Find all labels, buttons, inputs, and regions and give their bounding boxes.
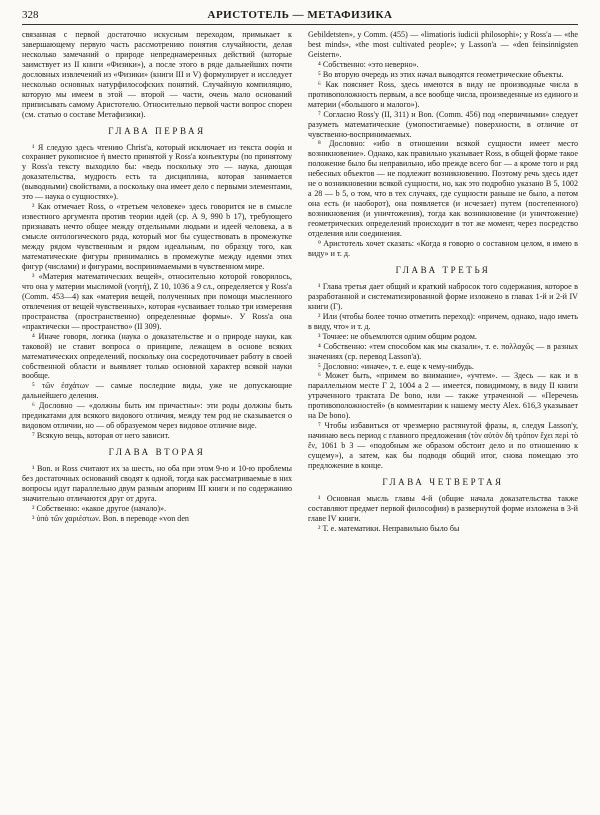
chapter-heading-second: ГЛАВА ВТОРАЯ [108, 447, 206, 458]
note-3-5: ⁵ Дословно: «иначе», т. е. еще к чему-нибудь. [318, 361, 474, 371]
note-2-4: ⁴ Собственно: «это неверно». [318, 59, 419, 69]
running-header [22, 8, 578, 25]
note-3-4: ⁴ Собственно: «тем способом как мы сказали», т. е. πολλαχῶς — в разных значениях (ср. перевод Lasson'а). [308, 341, 578, 361]
note-2-6: ⁶ Как поясняет Ross, здесь имеются в виду не производные числа в противоположность первым, а все вообще числа, произведенные из единого и материи («большого и малого»). [308, 79, 578, 109]
note-1-1: ¹ Я следую здесь чтению Christ'а, который исключает из текста σοφία и сохраняет рукописное ἡ вместо принятой у Ross'а конъектуры (по принятому у Ross'а тексту выходило бы: «ведь поскольку это — наука, дающая доказательства, мудрость есть та дисциплина, которая занимается (выводными) свойствами, а поскольку она имеет дело с первыми элементами, это — наука о сущностях»). [22, 142, 292, 202]
note-2-5: ⁵ Во вторую очередь из этих начал выводятся геометрические объекты. [318, 69, 564, 79]
right-column [308, 30, 578, 810]
note-1-5: ⁵ τῶν ἐσχάτων — самые последние виды, уже не допускающие дальнейшего деления. [22, 381, 292, 401]
chapter-heading-first: ГЛАВА ПЕРВАЯ [108, 125, 206, 136]
page-number: 328 [22, 9, 39, 21]
note-2-3-continued: Gebildetsten», у Comm. (455) — «limatioris iudicii philosophi»; у Ross'а — «the best minds», «the most cultivated people»; у Lasson'а — «den feinsinnigsten Geistern». [308, 30, 578, 59]
note-4-2: ² Т. е. математики. Неправильно было бы [318, 523, 460, 533]
note-1-7: ⁷ Всякую вещь, которая от него зависит. [32, 431, 170, 441]
note-2-9: ⁹ Аристотель хочет сказать: «Когда я говорю о составном целом, я имею в виду» и т. д. [308, 239, 578, 258]
note-3-3: ³ Точнее: не объемлются одним общим родом. [318, 331, 477, 341]
note-2-7: ⁷ Согласно Ross'у (II, 311) и Bon. (Comm. 456) под «первичными» следует разуметь математические (умопостигаемые) поверхности, в отличие от чувственно-воспринимаемых. [308, 109, 578, 139]
chapter-heading-third: ГЛАВА ТРЕТЬЯ [395, 264, 491, 275]
note-2-8: ⁸ Дословно: «ибо в отношении всякой сущности имеет место возникновение». Однако, как правильно указывает Ross, в общей форме такое положение было бы неправильно, ибо прежде всего бог — а кроме того и ряд небесных объектов — не подлежит возникновению. Поэтому речь здесь идет не о возникновении всякой сущности, но, как это подробно указано В 5, 1002 а 28 — b 5, о том, что в тех случаях, где сущности раньше не было, а потом она есть (и наоборот), она появляется (и исчезает) путем (постепенного) возникновения (и уничтожения), тогда как возникновение (и уничтожение) геометрических определений происходит в тот же момент, через посредство отделения или соединения. [308, 139, 578, 239]
note-4-1: ¹ Основная мысль главы 4-й (общие начала доказательства также составляют предмет первой философии) в развернутой форме изложена в 3-й главе IV книги. [308, 493, 578, 523]
note-3-2: ² Или (чтобы более точно отметить переход): «причем, однако, надо иметь в виду, что» и т. д. [308, 311, 578, 331]
note-1-2: ² Как отмечает Ross, о «третьем человеке» здесь говорится не в смысле известного аргумента против теории идей (ср. А 9, 990 b 17), требующего признавать нечто общее между отдельными людьми и идеей человека, а в смысле онтологического ряда, который мог бы существовать в промежутке между рядом чувственным и рядом идеальным, по образцу того, как математические фигуры принимались в промежутке между идеями этих фигур (числами) и фигурами, воспринимаемыми в чувственном мире. [22, 202, 292, 271]
running-title: АРИСТОТЕЛЬ — МЕТАФИЗИКА [207, 9, 393, 21]
note-2-3: ³ ὑπὸ τῶν χαριέστων. Bon. в переводе «von den [32, 513, 189, 523]
note-2-2: ² Собственно: «какое другое (начало)». [32, 503, 167, 513]
chapter-heading-fourth: ГЛАВА ЧЕТВЕРТАЯ [382, 476, 504, 487]
note-3-7: ⁷ Чтобы избавиться от чрезмерно растянутой фразы, я, следуя Lasson'у, начинаю весь период с главного предложения (τὸν αὐτὸν δὴ τρόπον ἔχει περὶ τὸ ἕν, 1061 b 3 — «подобным же образом обстоит дело и по отношению к сущему»), а затем, как бы подводя общий итог, снова помещаю это предложение в конце. [308, 421, 578, 471]
note-3-6: ⁶ Может быть, «примем во внимание», «учтем». — Здесь — как и в параллельном месте Г 2, 1004 а 2 — имеется, повидимому, в виду II книги утраченного трактата De bono, или — также утраченной — «Перечень противоположностей» (в комментарии к нашему месту Alex. 616,3 указывает на De bono). [308, 371, 578, 421]
note-2-1: ¹ Bon. и Ross считают их за шесть, но оба при этом 9-ю и 10-ю проблемы без достаточных оснований сводят к одной, тогда как рассматриваемые в них вопросы идут параллельно двум разным апориям III книги и по содержанию значительно отличаются друг от друга. [22, 464, 292, 503]
note-1-4: ⁴ Иначе говоря, логика (наука о доказательстве и о природе науки, как таковой) не ставит вопроса о принципе, лежащем в основе всяких математических определений, поскольку она сосредоточивает работу в своей собственной области и выявляет только основной характер всякой науки вообще. [22, 331, 292, 381]
note-1-6: ⁶ Дословно — «должны быть им причастны»: эти роды должны быть предикатами для всякого видового отличия, между тем род не сказывается о видовом отличии, но — об образуемом через видовое отличие виде. [22, 401, 292, 431]
intro-paragraph: связанная с первой достаточно искусным переходом, примыкает к завершающему первую часть рассмотрению понятия случайности, делая несколько замечаний о природе непреднамеренных действий (которые заимствует из II книги «Физики»), а после этого в ряде дальнейших почти дословных извлечений из «Физики» (книги III и V) формулирует и исследует несколько основных натурфилософских понятий. Случайную компиляцию, которую мы имеем в этой — второй — части, очень мало оснований приписывать самому Аристотелю. Относительно первой части вопрос спорен (см. статью о составе Метафизики). [22, 30, 292, 119]
note-3-1: ¹ Глава третья дает общий и краткий набросок того содержания, которое в разработанной и систематизированной форме изложено в главах 1-й и 2-й IV книги (Г). [308, 281, 578, 311]
left-column [22, 30, 292, 810]
note-1-3: ³ «Материя математических вещей», относительно которой говорилось, что она у материи мыслимой (νοητή), Z 10, 1036 а 9 сл., определяется у Ross'а (Comm. 453—4) как «материя вещей, полученных при помощи мысленного отвлечения от вещей чувственных», которая «усваивает только три измерения пространства (пространственно) определенные формы». У Ross'а она «практически — пространство» (II 309). [22, 271, 292, 331]
